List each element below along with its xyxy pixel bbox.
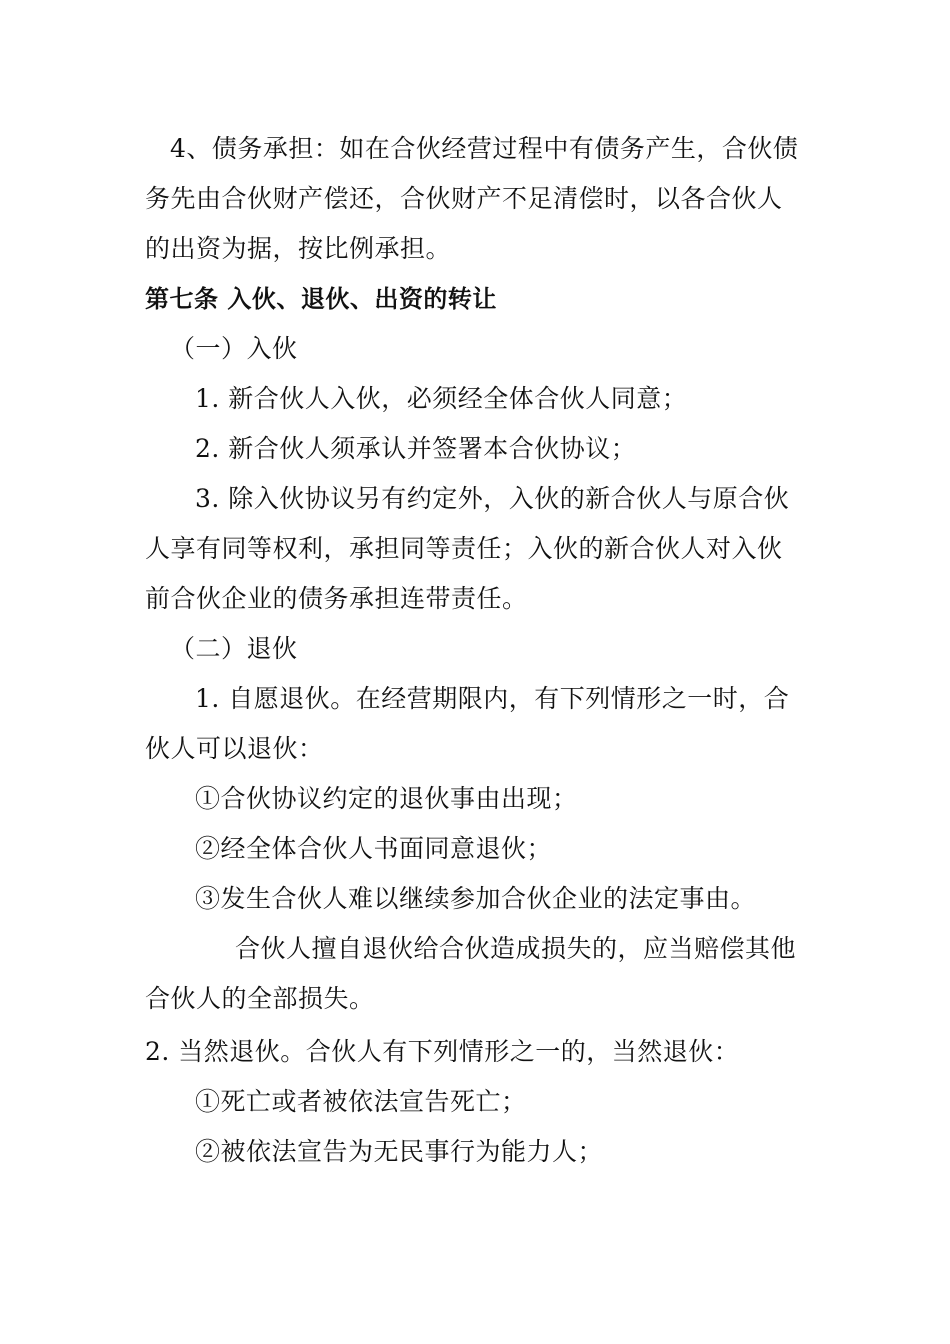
paragraph-line: 人享有同等权利，承担同等责任；入伙的新合伙人对入伙 bbox=[145, 534, 783, 563]
list-item: ②经全体合伙人书面同意退伙； bbox=[195, 834, 553, 863]
list-item: 2. 当然退伙。合伙人有下列情形之一的，当然退伙： bbox=[145, 1037, 740, 1066]
list-item: 3. 除入伙协议另有约定外，入伙的新合伙人与原合伙 bbox=[195, 484, 790, 513]
paragraph-line: 合伙人擅自退伙给合伙造成损失的，应当赔偿其他 bbox=[235, 934, 797, 963]
paragraph-line: 4、债务承担：如在合伙经营过程中有债务产生，合伙债 bbox=[170, 134, 799, 163]
paragraph-line: 伙人可以退伙： bbox=[145, 734, 324, 763]
list-item: ①合伙协议约定的退伙事由出现； bbox=[195, 784, 578, 813]
paragraph-line: 合伙人的全部损失。 bbox=[145, 984, 375, 1013]
list-item: 1. 自愿退伙。在经营期限内，有下列情形之一时，合 bbox=[195, 684, 790, 713]
paragraph-line: 的出资为据，按比例承担。 bbox=[145, 234, 452, 263]
list-item: 1. 新合伙人入伙，必须经全体合伙人同意； bbox=[195, 384, 688, 413]
section-heading: 第七条 入伙、退伙、出资的转让 bbox=[145, 285, 497, 313]
paragraph-line: 前合伙企业的债务承担连带责任。 bbox=[145, 584, 528, 613]
subsection-heading: （二）退伙 bbox=[170, 634, 298, 663]
list-item: ①死亡或者被依法宣告死亡； bbox=[195, 1087, 527, 1116]
subsection-heading: （一）入伙 bbox=[170, 334, 298, 363]
paragraph-line: 务先由合伙财产偿还，合伙财产不足清偿时，以各合伙人 bbox=[145, 184, 783, 213]
list-item: 2. 新合伙人须承认并签署本合伙协议； bbox=[195, 434, 637, 463]
list-item: ②被依法宣告为无民事行为能力人； bbox=[195, 1137, 604, 1166]
list-item: ③发生合伙人难以继续参加合伙企业的法定事由。 bbox=[195, 884, 757, 913]
